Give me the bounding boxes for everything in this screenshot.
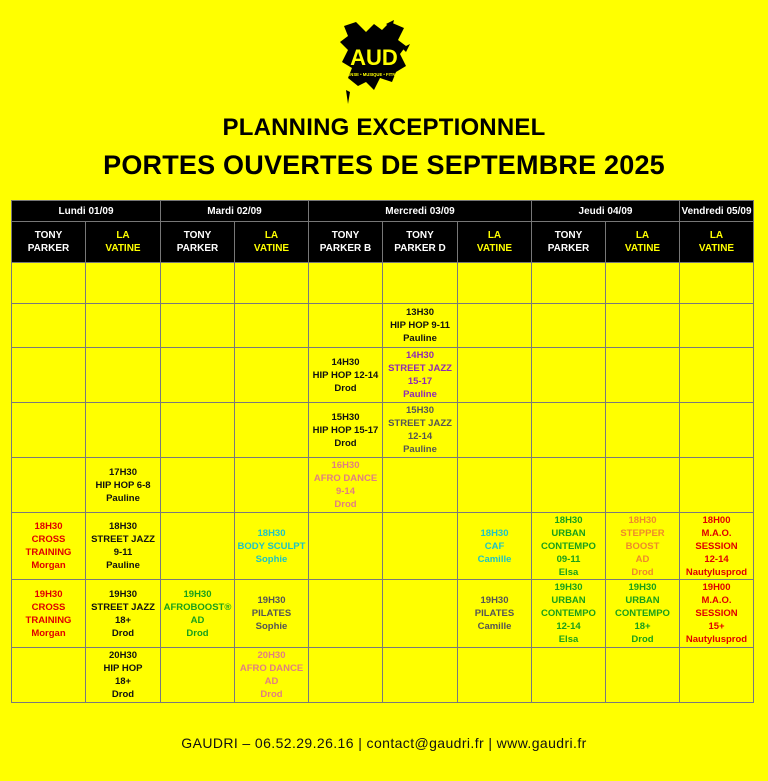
location-header-la-vatine: LA VATINE — [606, 222, 680, 263]
session-line: URBAN — [551, 527, 586, 539]
location-header-la-vatine: LA VATINE — [458, 222, 532, 263]
session-line: Elsa — [558, 566, 579, 578]
footer-contact: GAUDRI – 06.52.29.26.16 | contact@gaudri.fr | www.gaudri.fr — [181, 735, 587, 751]
session-cell — [532, 513, 606, 580]
session-line: AFROBOOST® — [163, 601, 232, 613]
session-line: Nautylusprod — [685, 566, 748, 578]
session-cell — [383, 348, 458, 403]
schedule-row — [12, 648, 754, 703]
session-line: HIP HOP 6-8 — [95, 479, 151, 491]
session-cell — [235, 648, 309, 703]
schedule-row — [12, 348, 754, 403]
day-header: Vendredi 05/09 — [680, 201, 754, 222]
session-line: 19H30 — [109, 588, 137, 600]
schedule-row — [12, 263, 754, 304]
session-line: TRAINING — [25, 547, 72, 558]
session-line: CONTEMPO — [615, 608, 670, 619]
session-line: 16H30 — [331, 460, 360, 471]
session-line: 12-14 — [407, 431, 433, 442]
session-line: 12-14 — [556, 621, 581, 632]
session-line: Drod — [111, 627, 135, 639]
session-line: 12-14 — [704, 553, 729, 565]
session-line: Pauline — [403, 444, 437, 455]
session-cell — [309, 458, 383, 513]
session-cell — [680, 513, 754, 580]
session-line: 18H30 — [34, 521, 63, 532]
schedule-row — [12, 304, 754, 348]
session-line: BOOST — [625, 540, 660, 552]
session-line: Elsa — [558, 634, 579, 645]
session-line: M.A.O. — [701, 527, 732, 539]
session-line: 9-14 — [335, 486, 355, 497]
session-line: HIP HOP — [103, 663, 143, 674]
session-line: Drod — [334, 437, 357, 449]
session-line: 17H30 — [109, 466, 137, 478]
session-cell — [383, 304, 458, 348]
location-header-tony-parker-d: TONY PARKER D — [383, 222, 458, 263]
session-line: 19H30 — [480, 595, 509, 606]
session-cell — [86, 580, 161, 648]
session-line: 19H30 — [628, 582, 657, 593]
session-line: TRAINING — [25, 614, 72, 626]
session-line: 18H30 — [628, 514, 657, 526]
session-line: 14H30 — [406, 350, 434, 361]
day-header-row — [12, 201, 754, 222]
session-line: AD — [190, 614, 205, 626]
session-cell — [309, 403, 383, 458]
logo-brand-text: AUD — [350, 45, 398, 70]
session-line: STREET JAZZ — [91, 601, 155, 613]
location-header-la-vatine: LA VATINE — [235, 222, 309, 263]
session-line: Drod — [334, 382, 357, 394]
session-cell — [680, 580, 754, 648]
session-cell — [235, 580, 309, 648]
session-line: 18H30 — [257, 527, 286, 539]
session-line: Drod — [334, 499, 357, 510]
session-line: STREET JAZZ — [388, 363, 452, 374]
logo-tagline: DANSE • MUSIQUE • FITNESS — [344, 72, 404, 77]
session-line: 18+ — [634, 621, 651, 632]
session-line: M.A.O. — [701, 595, 732, 606]
session-line: 15H30 — [406, 405, 434, 416]
location-header-tony-parker: TONY PARKER — [161, 222, 235, 263]
session-line: 20H30 — [257, 650, 286, 661]
session-line: CROSS — [31, 601, 66, 613]
session-line: 13H30 — [406, 307, 434, 318]
session-line: Pauline — [106, 492, 140, 504]
day-header: Mercredi 03/09 — [309, 201, 532, 222]
session-line: BODY SCULPT — [237, 540, 306, 552]
session-cell — [458, 580, 532, 648]
session-cell — [309, 348, 383, 403]
location-header-row — [12, 222, 754, 263]
session-line: 20H30 — [109, 650, 137, 661]
title-line-2: PORTES OUVERTES DE SEPTEMBRE 2025 — [103, 150, 665, 180]
session-line: 18H30 — [109, 521, 137, 532]
session-line: 9-11 — [113, 547, 133, 558]
session-line: SESSION — [695, 608, 738, 619]
location-header-tony-parker-b: TONY PARKER B — [309, 222, 383, 263]
session-line: STREET JAZZ — [91, 534, 155, 545]
session-line: STREET JAZZ — [388, 418, 452, 429]
session-line: Drod — [260, 689, 283, 700]
session-line: Pauline — [403, 333, 437, 344]
day-header: Lundi 01/09 — [12, 201, 161, 222]
schedule-row — [12, 513, 754, 580]
logo-brush-mark — [336, 20, 412, 106]
session-line: Sophie — [255, 553, 288, 565]
session-line: Drod — [186, 627, 209, 639]
session-line: Morgan — [31, 627, 66, 639]
session-line: Camille — [477, 621, 512, 632]
session-line: AFRO DANCE — [239, 663, 304, 674]
session-line: CROSS — [31, 534, 66, 545]
session-cell — [383, 403, 458, 458]
session-line: 19H00 — [702, 582, 731, 593]
session-line: STEPPER — [620, 527, 665, 539]
session-line: CONTEMPO — [541, 608, 596, 619]
location-header-la-vatine: LA VATINE — [680, 222, 754, 263]
location-header-tony-parker: TONY PARKER — [12, 222, 86, 263]
schedule-row — [12, 458, 754, 513]
session-line: AFRO DANCE — [313, 473, 378, 484]
session-line: 18H30 — [554, 514, 583, 526]
session-line: Morgan — [31, 560, 66, 571]
session-line: 15+ — [708, 621, 725, 632]
session-line: 18H30 — [480, 527, 509, 539]
session-line: 09-11 — [556, 553, 581, 565]
session-line: CONTEMPO — [541, 540, 596, 552]
session-line: PILATES — [251, 608, 292, 619]
session-line: 18+ — [114, 676, 132, 687]
session-line: URBAN — [551, 595, 586, 606]
session-cell — [86, 513, 161, 580]
schedule-table — [11, 200, 754, 703]
session-line: Pauline — [106, 560, 140, 571]
session-line: Drod — [631, 634, 654, 645]
location-header-tony-parker: TONY PARKER — [532, 222, 606, 263]
session-line: URBAN — [625, 595, 660, 606]
location-header-la-vatine: LA VATINE — [86, 222, 161, 263]
day-header: Jeudi 04/09 — [532, 201, 680, 222]
session-line: 18H00 — [702, 514, 731, 526]
session-line: PILATES — [474, 608, 515, 619]
session-line: HIP HOP 15-17 — [312, 424, 379, 436]
session-cell — [606, 513, 680, 580]
session-line: 15-17 — [407, 376, 433, 387]
session-line: Pauline — [403, 389, 437, 400]
session-line: Drod — [631, 566, 654, 578]
session-line: 18+ — [114, 614, 132, 626]
session-line: 14H30 — [331, 356, 360, 368]
session-cell — [458, 513, 532, 580]
schedule-row — [12, 580, 754, 648]
session-line: HIP HOP 9-11 — [390, 320, 450, 331]
session-line: AD — [635, 553, 650, 565]
session-cell — [86, 458, 161, 513]
session-line: 19H30 — [183, 588, 212, 600]
session-line: Camille — [477, 553, 512, 565]
schedule-row — [12, 403, 754, 458]
session-line: HIP HOP 12-14 — [312, 369, 379, 381]
session-line: 15H30 — [331, 411, 360, 423]
session-line: CAF — [484, 540, 505, 552]
session-line: 19H30 — [554, 582, 583, 593]
session-line: Drod — [111, 689, 135, 700]
session-line: 19H30 — [257, 595, 286, 606]
session-cell — [12, 580, 86, 648]
session-cell — [532, 580, 606, 648]
session-cell — [86, 648, 161, 703]
session-cell — [606, 580, 680, 648]
session-line: Sophie — [255, 621, 288, 632]
session-line: SESSION — [695, 540, 738, 552]
day-header: Mardi 02/09 — [161, 201, 309, 222]
session-line: AD — [264, 676, 279, 687]
session-line: 19H30 — [34, 588, 63, 600]
session-cell — [235, 513, 309, 580]
session-cell — [12, 513, 86, 580]
gaudri-logo — [336, 20, 412, 106]
session-line: Nautylusprod — [685, 634, 748, 645]
session-cell — [161, 580, 235, 648]
title-line-1: PLANNING EXCEPTIONNEL — [222, 114, 546, 141]
